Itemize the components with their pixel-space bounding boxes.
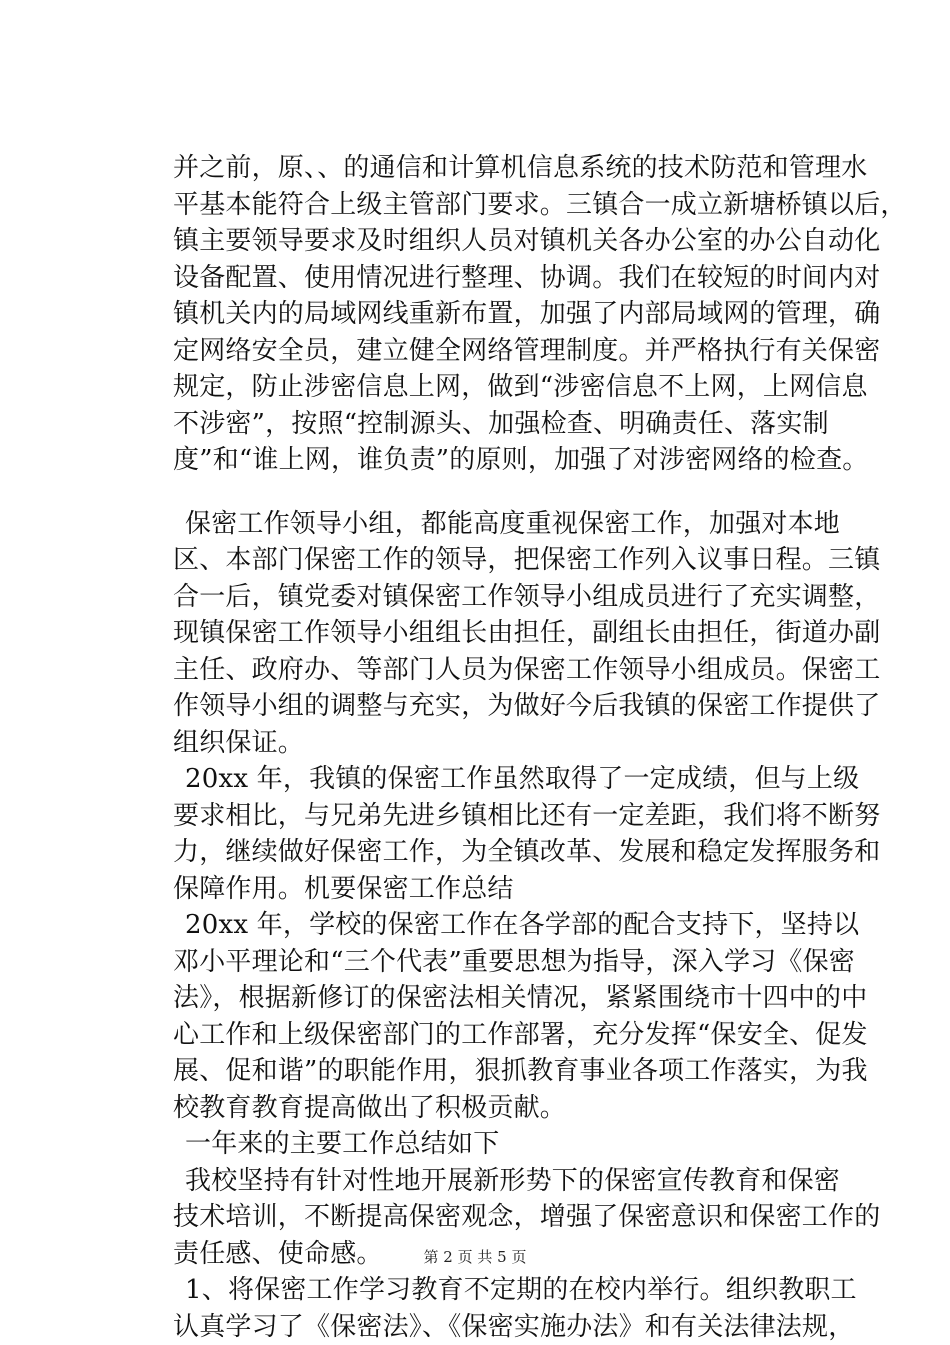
text-line: 20xx 年，我镇的保密工作虽然取得了一定成绩，但与上级: [173, 761, 863, 798]
text-line: 平基本能符合上级主管部门要求。三镇合一成立新塘桥镇以后，: [173, 187, 863, 224]
text-line: 邓小平理论和“三个代表”重要思想为指导，深入学习《保密: [173, 944, 863, 981]
paragraph-leadership-group: [173, 506, 863, 762]
text-line: 镇机关内的局域网线重新布置，加强了内部局域网的管理，确: [173, 296, 863, 333]
paragraph-town-summary: [173, 761, 863, 907]
text-line: 组织保证。: [173, 725, 863, 762]
text-line: 1、将保密工作学习教育不定期的在校内举行。组织教职工: [173, 1272, 863, 1309]
text-line: 责任感、使命感。: [173, 1236, 863, 1273]
text-line: 主任、政府办、等部门人员为保密工作领导小组成员。保密工: [173, 652, 863, 689]
paragraph-item-1: [173, 1272, 863, 1345]
text-line: 并之前，原、、的通信和计算机信息系统的技术防范和管理水: [173, 150, 863, 187]
text-line: 规定，防止涉密信息上网，做到“涉密信息不上网，上网信息: [173, 369, 863, 406]
text-line: 技术培训，不断提高保密观念，增强了保密意识和保密工作的: [173, 1199, 863, 1236]
text-line: 作领导小组的调整与充实，为做好今后我镇的保密工作提供了: [173, 688, 863, 725]
text-line: 现镇保密工作领导小组组长由担任，副组长由担任，街道办副: [173, 615, 863, 652]
text-line: 合一后，镇党委对镇保密工作领导小组成员进行了充实调整，: [173, 579, 863, 616]
text-line: 保障作用。机要保密工作总结: [173, 871, 863, 908]
text-line: 我校坚持有针对性地开展新形势下的保密宣传教育和保密: [173, 1163, 863, 1200]
text-line: 认真学习了《保密法》、《保密实施办法》和有关法律法规，: [173, 1309, 863, 1345]
text-line: 法》，根据新修订的保密法相关情况，紧紧围绕市十四中的中: [173, 980, 863, 1017]
page-number-footer: 第 2 页 共 5 页: [0, 1246, 950, 1267]
text-line: 度”和“谁上网，谁负责”的原则，加强了对涉密网络的检查。: [173, 442, 863, 479]
text-line: 定网络安全员，建立健全网络管理制度。并严格执行有关保密: [173, 333, 863, 370]
text-line: 镇主要领导要求及时组织人员对镇机关各办公室的办公自动化: [173, 223, 863, 260]
text-line: 校教育教育提高做出了积极贡献。: [173, 1090, 863, 1127]
text-line: 保密工作领导小组，都能高度重视保密工作，加强对本地: [173, 506, 863, 543]
paragraph-school-summary: [173, 907, 863, 1126]
paragraph-heading: [173, 1126, 863, 1163]
text-line: 力，继续做好保密工作，为全镇改革、发展和稳定发挥服务和: [173, 834, 863, 871]
paragraph-network: [173, 150, 863, 479]
text-line: 心工作和上级保密部门的工作部署，充分发挥“保安全、促发: [173, 1017, 863, 1054]
paragraph-gap: [173, 479, 863, 506]
section-heading: 一年来的主要工作总结如下: [173, 1126, 863, 1163]
text-line: 要求相比，与兄弟先进乡镇相比还有一定差距，我们将不断努: [173, 798, 863, 835]
document-body: [173, 150, 863, 1345]
text-line: 不涉密”，按照“控制源头、加强检查、明确责任、落实制: [173, 406, 863, 443]
text-line: 20xx 年，学校的保密工作在各学部的配合支持下，坚持以: [173, 907, 863, 944]
text-line: 展、促和谐”的职能作用，狠抓教育事业各项工作落实，为我: [173, 1053, 863, 1090]
text-line: 设备配置、使用情况进行整理、协调。我们在较短的时间内对: [173, 260, 863, 297]
text-line: 区、本部门保密工作的领导，把保密工作列入议事日程。三镇: [173, 542, 863, 579]
